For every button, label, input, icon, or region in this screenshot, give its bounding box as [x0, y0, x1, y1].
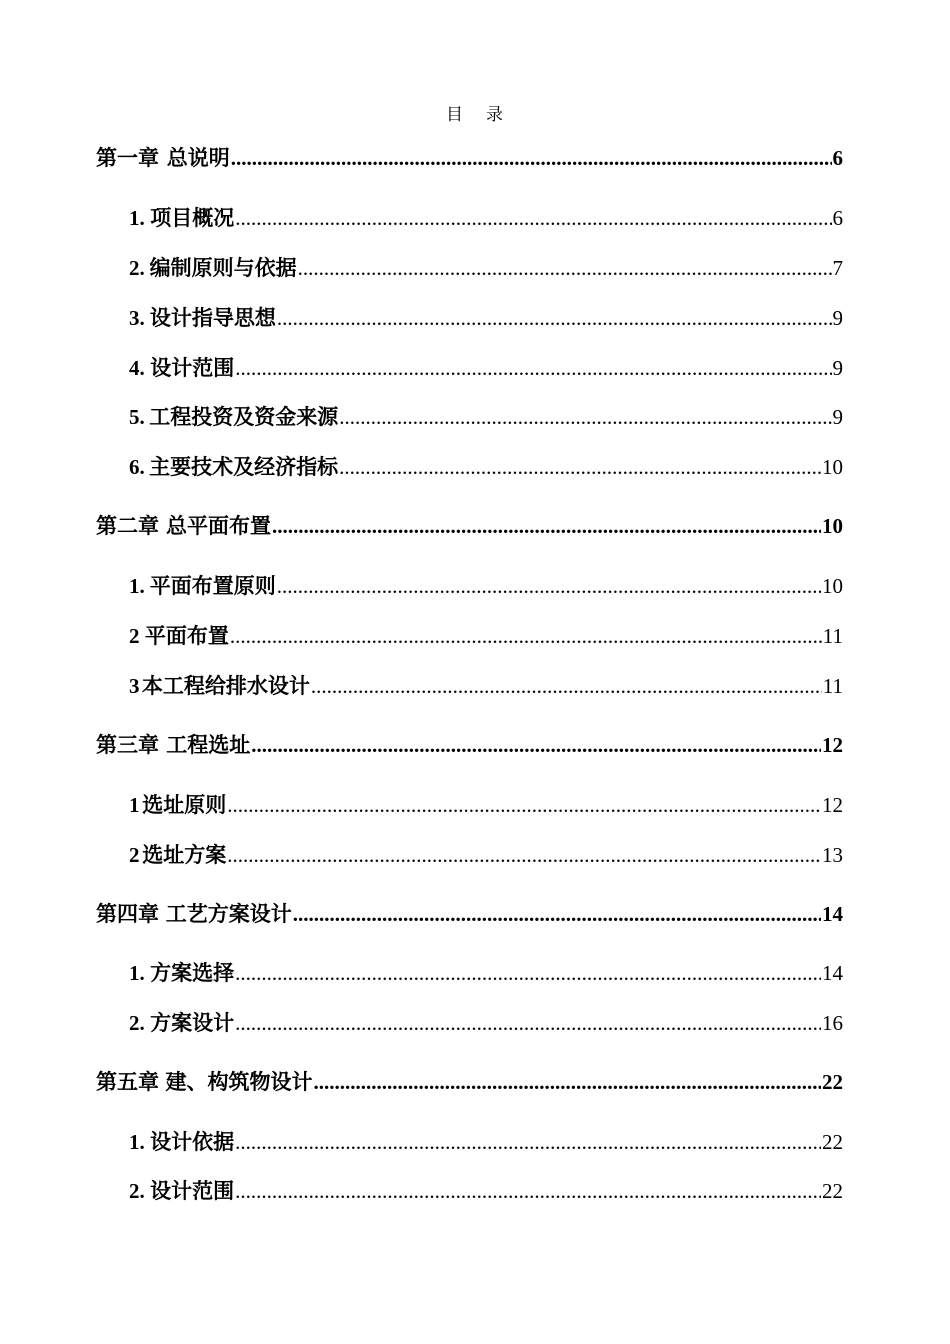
toc-chapter-entry[interactable] — [96, 729, 843, 759]
entry-page-number: 6 — [832, 206, 843, 230]
entry-number: 2. — [129, 256, 145, 280]
dot-leader — [272, 514, 821, 539]
entry-title: 总平面布置 — [166, 514, 272, 538]
toc-section-entry[interactable] — [129, 839, 843, 869]
toc-chapter-entry[interactable] — [96, 1066, 843, 1096]
entry-page-number: 14 — [822, 961, 843, 985]
entry-page-number: 22 — [822, 1130, 843, 1154]
toc-section-entry[interactable] — [129, 202, 843, 232]
entry-page-number: 9 — [832, 306, 843, 330]
dot-leader — [311, 674, 822, 699]
toc-section-entry[interactable] — [129, 352, 843, 382]
entry-title: 设计范围 — [150, 356, 235, 380]
toc-section-entry[interactable] — [129, 1126, 843, 1156]
entry-number: 1. — [129, 961, 145, 985]
entry-title: 工程投资及资金来源 — [149, 405, 339, 429]
toc-chapter-entry[interactable] — [96, 142, 843, 172]
toc-title-right: 录 — [486, 105, 504, 124]
dot-leader — [235, 1130, 821, 1155]
entry-page-number: 22 — [822, 1070, 843, 1094]
toc-section-entry[interactable] — [129, 789, 843, 819]
toc-section-entry[interactable] — [129, 670, 843, 700]
dot-leader — [277, 574, 821, 599]
toc-section-entry[interactable] — [129, 401, 843, 431]
entry-number: 1. — [129, 574, 145, 598]
entry-page-number: 10 — [822, 455, 843, 479]
entry-page-number: 12 — [822, 793, 843, 817]
entry-page-number: 16 — [822, 1011, 843, 1035]
entry-number: 2 — [129, 624, 140, 648]
entry-page-number: 11 — [822, 674, 843, 698]
entry-page-number: 14 — [822, 902, 843, 926]
toc-section-entry[interactable] — [129, 1175, 843, 1205]
dot-leader — [227, 793, 821, 818]
entry-number: 第一章 — [96, 146, 159, 170]
entry-title: 项目概况 — [150, 206, 235, 230]
entry-title: 设计依据 — [150, 1130, 235, 1154]
entry-title: 设计指导思想 — [149, 306, 276, 330]
entry-number: 1. — [129, 206, 145, 230]
entry-number: 第三章 — [96, 733, 159, 757]
entry-page-number: 12 — [822, 733, 843, 757]
toc-section-entry[interactable] — [129, 302, 843, 332]
dot-leader — [339, 455, 821, 480]
dot-leader — [293, 902, 821, 927]
entry-number: 1 — [129, 793, 140, 817]
dot-leader — [314, 1070, 822, 1095]
entry-number: 第五章 — [96, 1070, 159, 1094]
entry-number: 4. — [129, 356, 145, 380]
toc-chapter-entry[interactable] — [96, 898, 843, 928]
dot-leader — [235, 961, 821, 986]
entry-number: 1. — [129, 1130, 145, 1154]
entry-page-number: 22 — [822, 1179, 843, 1203]
entry-title: 本工程给排水设计 — [141, 674, 310, 698]
entry-number: 第二章 — [96, 514, 159, 538]
dot-leader — [235, 1011, 821, 1036]
entry-title: 工艺方案设计 — [165, 902, 292, 926]
dot-leader — [235, 206, 831, 231]
dot-leader — [235, 1179, 821, 1204]
entry-title: 选址原则 — [142, 793, 227, 817]
entry-number: 6. — [129, 455, 145, 479]
entry-number: 2 — [129, 843, 140, 867]
entry-number: 3 — [129, 674, 140, 698]
dot-leader — [339, 405, 831, 430]
entry-page-number: 10 — [822, 574, 843, 598]
toc-section-entry[interactable] — [129, 620, 843, 650]
entry-page-number: 13 — [822, 843, 843, 867]
toc-section-entry[interactable] — [129, 957, 843, 987]
toc-section-entry[interactable] — [129, 252, 843, 282]
entry-title: 设计范围 — [150, 1179, 235, 1203]
entry-page-number: 10 — [822, 514, 843, 538]
dot-leader — [277, 306, 832, 331]
toc-title-left: 目 — [446, 105, 464, 124]
entry-number: 3. — [129, 306, 145, 330]
entry-title: 方案设计 — [150, 1011, 235, 1035]
dot-leader — [251, 733, 821, 758]
dot-leader — [298, 256, 832, 281]
dot-leader — [231, 146, 832, 171]
entry-page-number: 11 — [822, 624, 843, 648]
entry-page-number: 7 — [832, 256, 843, 280]
entry-number: 第四章 — [96, 902, 159, 926]
entry-title: 总说明 — [166, 146, 230, 170]
dot-leader — [227, 843, 821, 868]
entry-title: 工程选址 — [166, 733, 251, 757]
toc-title — [0, 100, 950, 125]
entry-title: 平面布置原则 — [149, 574, 276, 598]
entry-page-number: 6 — [832, 146, 843, 170]
dot-leader — [230, 624, 822, 649]
entry-title: 选址方案 — [142, 843, 227, 867]
entry-number: 2. — [129, 1179, 145, 1203]
entry-page-number: 9 — [832, 405, 843, 429]
toc-chapter-entry[interactable] — [96, 510, 843, 540]
entry-title: 编制原则与依据 — [149, 256, 297, 280]
toc-section-entry[interactable] — [129, 570, 843, 600]
entry-title: 主要技术及经济指标 — [149, 455, 339, 479]
entry-title: 方案选择 — [150, 961, 235, 985]
dot-leader — [235, 356, 831, 381]
toc-section-entry[interactable] — [129, 1007, 843, 1037]
toc-section-entry[interactable] — [129, 451, 843, 481]
entry-page-number: 9 — [832, 356, 843, 380]
entry-title: 建、构筑物设计 — [165, 1070, 313, 1094]
entry-number: 5. — [129, 405, 145, 429]
entry-title: 平面布置 — [144, 624, 229, 648]
entry-number: 2. — [129, 1011, 145, 1035]
